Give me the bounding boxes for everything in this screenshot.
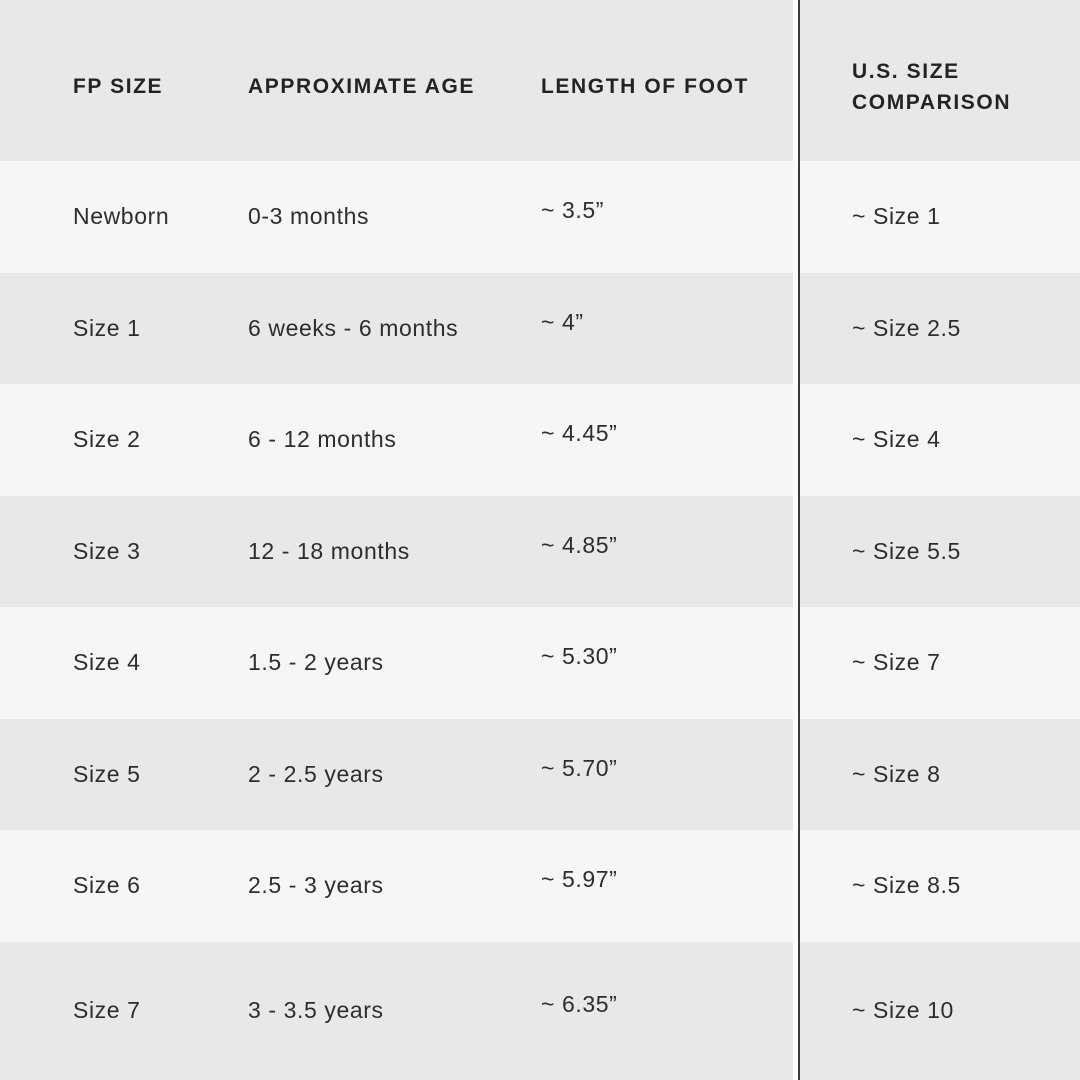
cell-fp-size: Size 4	[73, 649, 141, 676]
column-header-approximate-age: APPROXIMATE AGE	[248, 75, 476, 98]
cell-age: 0-3 months	[248, 203, 370, 230]
cell-age: 2.5 - 3 years	[248, 872, 384, 899]
cell-length: ~ 5.97”	[541, 866, 618, 893]
cell-length: ~ 5.30”	[541, 643, 618, 670]
cell-age: 3 - 3.5 years	[248, 997, 384, 1024]
column-divider-line	[798, 0, 800, 1080]
cell-fp-size: Size 6	[73, 872, 141, 899]
cell-fp-size: Size 5	[73, 760, 141, 787]
cell-age: 2 - 2.5 years	[248, 760, 384, 787]
cell-us-size: ~ Size 7	[852, 649, 941, 676]
cell-fp-size: Size 2	[73, 426, 141, 453]
cell-length: ~ 4”	[541, 308, 584, 335]
table-row	[0, 273, 1080, 385]
cell-us-size: ~ Size 8	[852, 760, 941, 787]
table-row	[0, 942, 1080, 1080]
column-header-fp-size: FP SIZE	[73, 75, 164, 98]
cell-length: ~ 4.45”	[541, 420, 618, 447]
cell-length: ~ 4.85”	[541, 531, 618, 558]
cell-length: ~ 3.5”	[541, 197, 605, 224]
cell-age: 12 - 18 months	[248, 537, 410, 564]
cell-fp-size: Size 3	[73, 537, 141, 564]
cell-us-size: ~ Size 2.5	[852, 314, 961, 341]
cell-age: 6 - 12 months	[248, 426, 397, 453]
cell-length: ~ 6.35”	[541, 991, 618, 1018]
table-row	[0, 607, 1080, 719]
cell-fp-size: Size 7	[73, 997, 141, 1024]
cell-us-size: ~ Size 5.5	[852, 537, 961, 564]
table-row	[0, 719, 1080, 831]
column-header-length-of-foot: LENGTH OF FOOT	[541, 75, 749, 98]
cell-us-size: ~ Size 10	[852, 997, 954, 1024]
table-row	[0, 384, 1080, 496]
table-row	[0, 496, 1080, 608]
cell-age: 1.5 - 2 years	[248, 649, 384, 676]
column-header-us-size-comparison: U.S. SIZE COMPARISON	[852, 59, 1012, 114]
table-row	[0, 161, 1080, 273]
table-row	[0, 830, 1080, 942]
cell-age: 6 weeks - 6 months	[248, 314, 459, 341]
cell-length: ~ 5.70”	[541, 754, 618, 781]
cell-us-size: ~ Size 4	[852, 426, 941, 453]
cell-us-size: ~ Size 1	[852, 203, 941, 230]
cell-us-size: ~ Size 8.5	[852, 872, 961, 899]
cell-fp-size: Size 1	[73, 314, 141, 341]
cell-fp-size: Newborn	[73, 203, 170, 230]
table-header-row	[0, 0, 1080, 161]
